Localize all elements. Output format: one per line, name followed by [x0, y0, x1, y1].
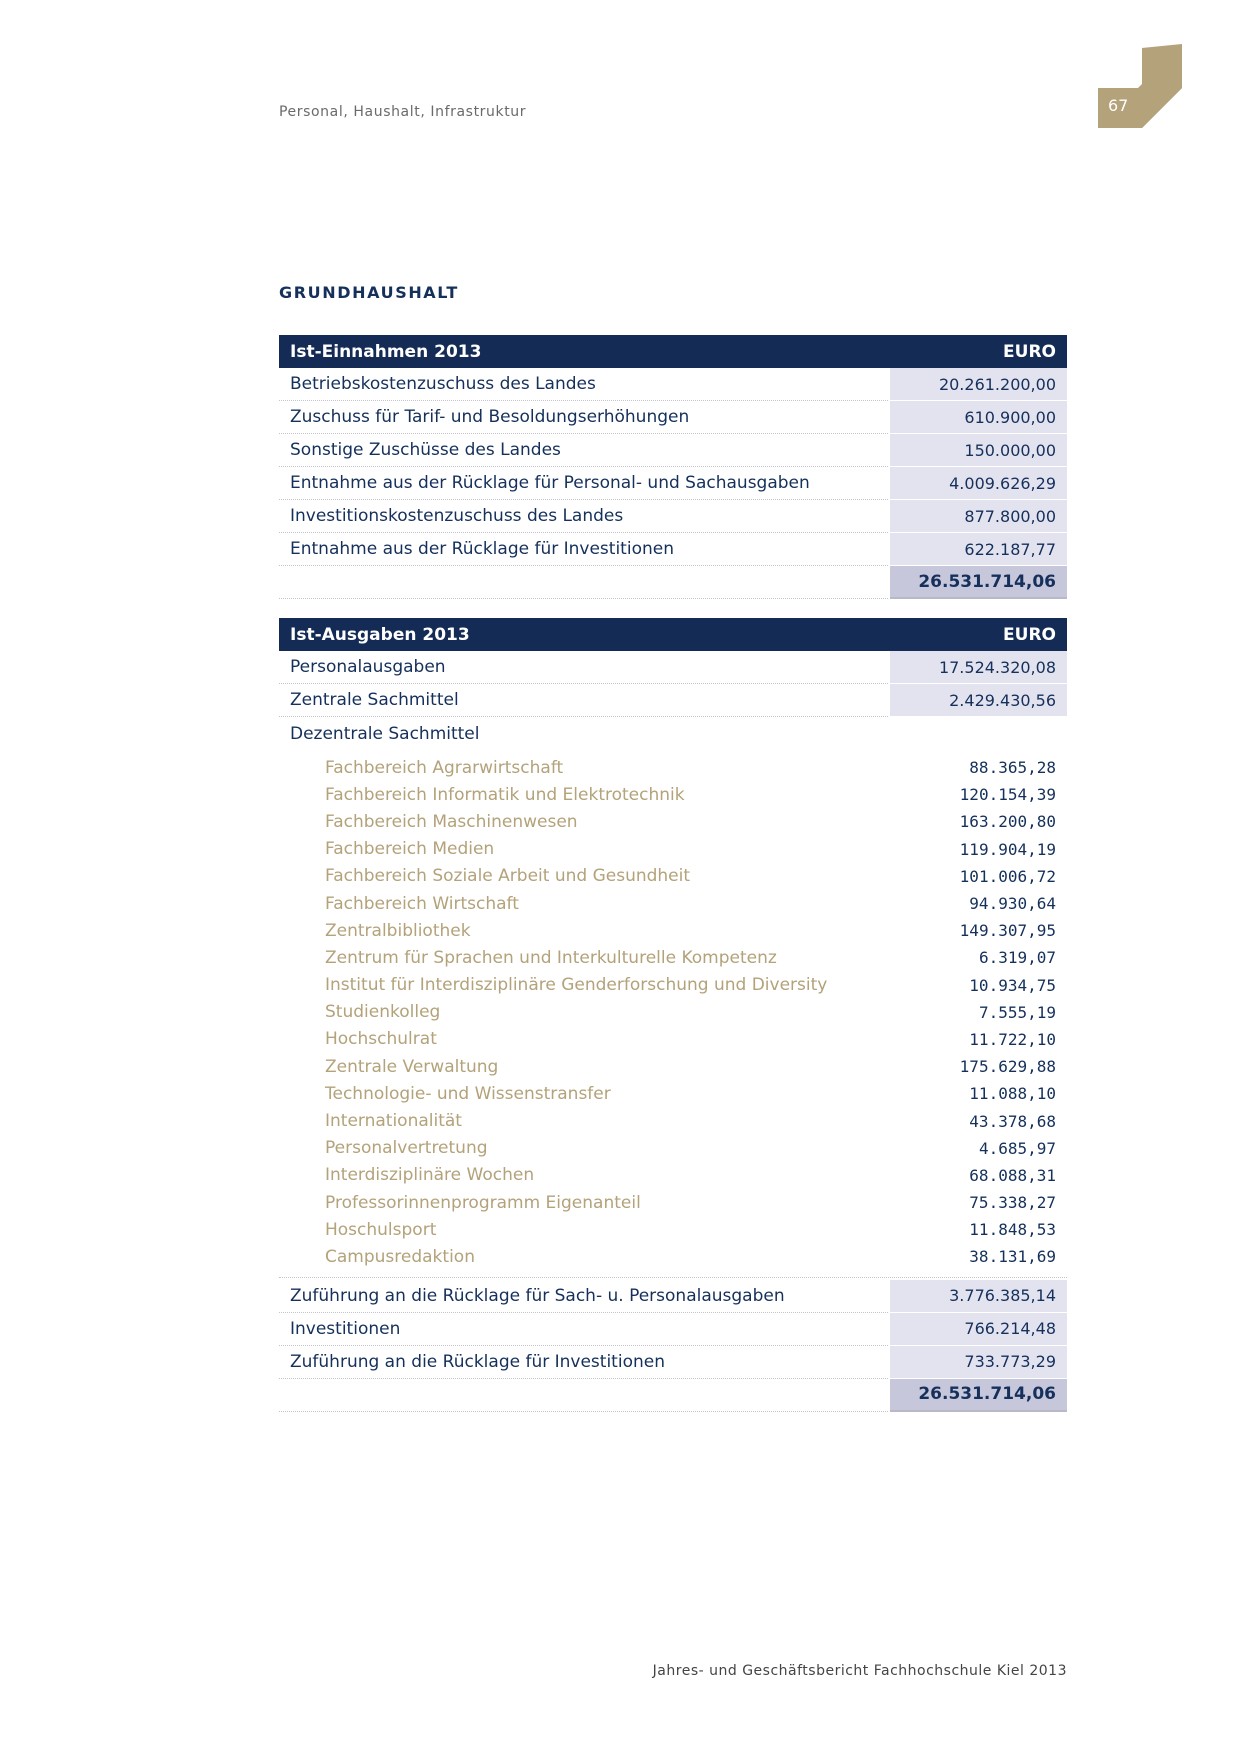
- item-value: 101.006,72: [959, 866, 1056, 886]
- decentral-heading: Dezentrale Sachmittel: [290, 723, 480, 744]
- expenses-table-header: [279, 618, 1067, 651]
- item-label: Zentrale Verwaltung: [325, 1056, 499, 1077]
- item-label: Institut für Interdisziplinäre Genderforschung und Diversity: [325, 975, 828, 996]
- list-item: [279, 1026, 1067, 1053]
- income-currency: EURO: [1003, 341, 1056, 362]
- row-value: 20.261.200,00: [890, 368, 1067, 401]
- section-title: GRUNDHAUSHALT: [279, 283, 459, 302]
- list-item: [279, 1216, 1067, 1243]
- item-label: Hochschulrat: [325, 1029, 437, 1050]
- item-label: Professorinnenprogramm Eigenanteil: [325, 1192, 641, 1213]
- list-item: [279, 999, 1067, 1026]
- item-value: 6.319,07: [978, 948, 1056, 968]
- item-label: Internationalität: [325, 1111, 462, 1132]
- item-label: Fachbereich Agrarwirtschaft: [325, 757, 564, 778]
- table-row: [279, 533, 1067, 566]
- table-row: [279, 1280, 1067, 1313]
- item-value: 7.555,19: [978, 1002, 1056, 1022]
- table-row: [279, 467, 1067, 500]
- row-value: 622.187,77: [890, 533, 1067, 566]
- item-value: 175.629,88: [959, 1057, 1056, 1077]
- row-label: Zuführung an die Rücklage für Investitionen: [279, 1346, 888, 1379]
- expenses-heading: Ist-Ausgaben 2013: [290, 624, 470, 645]
- row-label: Investitionskostenzuschuss des Landes: [279, 500, 888, 533]
- income-table: [279, 335, 1067, 599]
- table-row: [279, 1346, 1067, 1379]
- row-value: 733.773,29: [890, 1346, 1067, 1379]
- row-label: Zuführung an die Rücklage für Sach- u. Personalausgaben: [279, 1280, 888, 1313]
- item-value: 94.930,64: [969, 894, 1056, 914]
- list-item: [279, 944, 1067, 971]
- item-value: 68.088,31: [969, 1165, 1056, 1185]
- list-item: [279, 1243, 1067, 1270]
- item-value: 163.200,80: [959, 812, 1056, 832]
- list-item: [279, 836, 1067, 863]
- list-item: [279, 1135, 1067, 1162]
- list-item: [279, 781, 1067, 808]
- expenses-currency: EURO: [1003, 624, 1056, 645]
- item-value: 43.378,68: [969, 1111, 1056, 1131]
- expenses-total-row: [279, 1379, 1067, 1412]
- list-item: [279, 1162, 1067, 1189]
- table-row: [279, 651, 1067, 684]
- total-spacer: [279, 566, 888, 599]
- income-heading: Ist-Einnahmen 2013: [290, 341, 482, 362]
- footer-text: Jahres- und Geschäftsbericht Fachhochschule Kiel 2013: [652, 1663, 1067, 1679]
- total-spacer: [279, 1379, 888, 1412]
- item-label: Hoschulsport: [325, 1219, 437, 1240]
- item-label: Interdisziplinäre Wochen: [325, 1165, 535, 1186]
- list-item: [279, 1107, 1067, 1134]
- decentral-heading-row: [279, 717, 1067, 750]
- income-total-row: [279, 566, 1067, 599]
- list-item: [279, 863, 1067, 890]
- row-value: 610.900,00: [890, 401, 1067, 434]
- item-label: Personalvertretung: [325, 1138, 488, 1159]
- item-label: Fachbereich Medien: [325, 839, 495, 860]
- item-value: 75.338,27: [969, 1193, 1056, 1213]
- table-row: [279, 434, 1067, 467]
- running-header: Personal, Haushalt, Infrastruktur: [279, 104, 527, 120]
- list-item: [279, 917, 1067, 944]
- row-value: 4.009.626,29: [890, 467, 1067, 500]
- table-row: [279, 684, 1067, 717]
- item-value: 11.848,53: [969, 1220, 1056, 1240]
- empty-value-cell: [890, 717, 1067, 750]
- item-value: 120.154,39: [959, 785, 1056, 805]
- item-value: 88.365,28: [969, 758, 1056, 778]
- row-value: 766.214,48: [890, 1313, 1067, 1346]
- row-label: Entnahme aus der Rücklage für Investitionen: [279, 533, 888, 566]
- income-total-value: 26.531.714,06: [890, 566, 1067, 599]
- item-value: 10.934,75: [969, 975, 1056, 995]
- list-item: [279, 1053, 1067, 1080]
- list-item: [279, 1189, 1067, 1216]
- row-value: 877.800,00: [890, 500, 1067, 533]
- item-label: Studienkolleg: [325, 1002, 441, 1023]
- table-row: [279, 1313, 1067, 1346]
- item-label: Fachbereich Maschinenwesen: [325, 811, 578, 832]
- list-item: [279, 1080, 1067, 1107]
- item-value: 38.131,69: [969, 1247, 1056, 1267]
- row-value: 3.776.385,14: [890, 1280, 1067, 1313]
- item-value: 149.307,95: [959, 921, 1056, 941]
- row-label: Personalausgaben: [279, 651, 888, 684]
- item-label: Fachbereich Informatik und Elektrotechnik: [325, 784, 685, 805]
- decentral-items: [279, 750, 1067, 1278]
- page-number: 67: [1108, 96, 1129, 115]
- page-corner-tab: [1098, 44, 1182, 128]
- list-item: [279, 754, 1067, 781]
- list-item: [279, 972, 1067, 999]
- item-value: 11.088,10: [969, 1084, 1056, 1104]
- table-row: [279, 500, 1067, 533]
- row-label: Zuschuss für Tarif- und Besoldungserhöhungen: [279, 401, 888, 434]
- row-value: 2.429.430,56: [890, 684, 1067, 717]
- table-row: [279, 368, 1067, 401]
- income-table-header: [279, 335, 1067, 368]
- expenses-total-value: 26.531.714,06: [890, 1379, 1067, 1412]
- list-item: [279, 808, 1067, 835]
- list-item: [279, 890, 1067, 917]
- row-label: Entnahme aus der Rücklage für Personal- und Sachausgaben: [279, 467, 888, 500]
- expenses-table: [279, 618, 1067, 1412]
- item-label: Zentrum für Sprachen und Interkulturelle Kompetenz: [325, 947, 777, 968]
- row-value: 17.524.320,08: [890, 651, 1067, 684]
- row-label: Investitionen: [279, 1313, 888, 1346]
- table-row: [279, 401, 1067, 434]
- item-value: 4.685,97: [978, 1138, 1056, 1158]
- item-label: Fachbereich Soziale Arbeit und Gesundheit: [325, 866, 691, 887]
- item-value: 119.904,19: [959, 839, 1056, 859]
- row-label: Sonstige Zuschüsse des Landes: [279, 434, 888, 467]
- item-label: Fachbereich Wirtschaft: [325, 893, 519, 914]
- item-label: Technologie- und Wissenstransfer: [325, 1083, 611, 1104]
- row-label: Zentrale Sachmittel: [279, 684, 888, 717]
- row-value: 150.000,00: [890, 434, 1067, 467]
- item-label: Zentralbibliothek: [325, 920, 471, 941]
- row-label: Betriebskostenzuschuss des Landes: [279, 368, 888, 401]
- item-label: Campusredaktion: [325, 1246, 475, 1267]
- item-value: 11.722,10: [969, 1029, 1056, 1049]
